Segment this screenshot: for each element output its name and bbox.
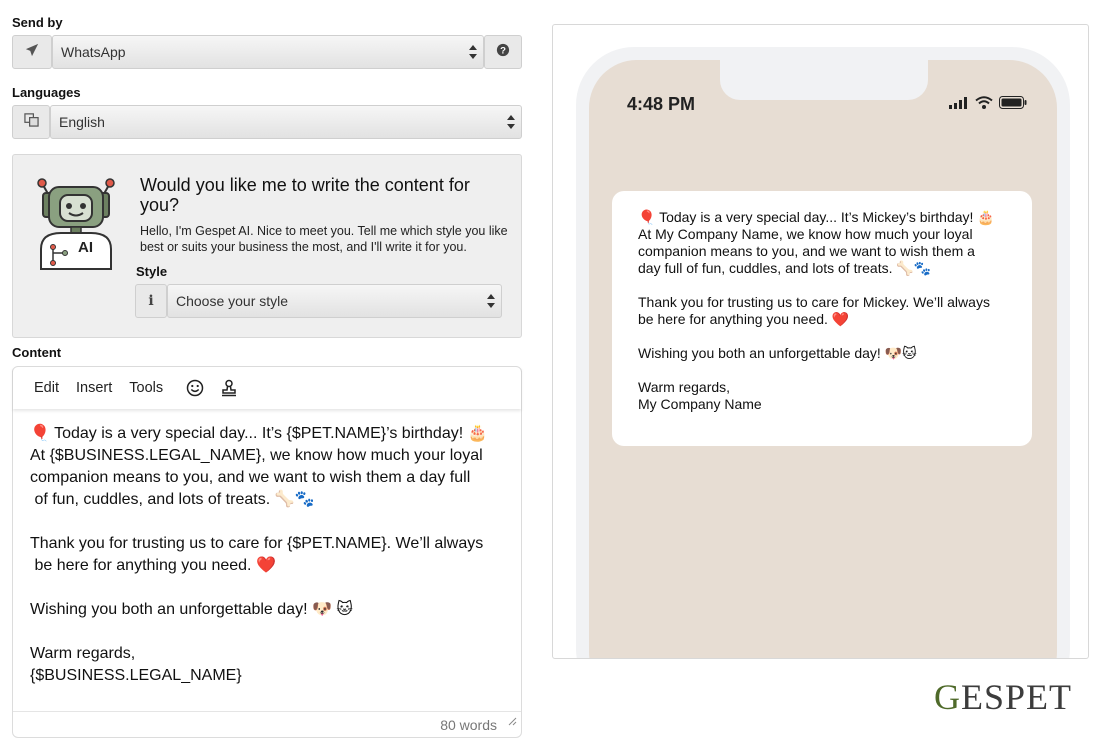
send-by-label: Send by	[12, 15, 63, 30]
language-value: English	[59, 114, 105, 130]
editor-line: Warm regards,	[30, 645, 136, 662]
preview-line: companion means to you, and we want to wish them a	[638, 243, 975, 259]
editor-statusbar	[13, 711, 521, 737]
whatsapp-preview	[552, 24, 1089, 659]
translate-icon	[24, 112, 39, 132]
content-editor	[12, 366, 522, 738]
preview-line: My Company Name	[638, 396, 762, 412]
editor-line: {$BUSINESS.LEGAL_NAME}	[30, 667, 242, 684]
select-arrows-icon	[469, 44, 477, 60]
ai-title: Would you like me to write the content for you?	[140, 175, 470, 215]
preview-line: Thank you for trusting us to care for Mickey. We’ll always	[638, 294, 990, 310]
ai-assistant-panel	[12, 154, 522, 338]
language-addon	[12, 105, 50, 139]
signal-icon	[949, 96, 969, 114]
menu-edit[interactable]: Edit	[34, 380, 59, 396]
preview-line: Warm regards,	[638, 379, 731, 395]
style-select[interactable]	[167, 284, 502, 318]
menu-tools[interactable]: Tools	[129, 380, 164, 396]
editor-toolbar	[13, 367, 521, 409]
word-count: 80 words	[440, 717, 497, 733]
preview-line: At My Company Name, we know how much your loyal	[638, 226, 973, 242]
select-arrows-icon	[487, 293, 495, 309]
editor-line: Wishing you both an unforgettable day! 🐶 🐱	[30, 601, 354, 618]
languages-label: Languages	[12, 85, 81, 100]
phone-clock: 4:48 PM	[627, 94, 696, 114]
style-placeholder: Choose your style	[176, 293, 289, 309]
phone-screen	[589, 60, 1057, 659]
ai-description: Hello, I'm Gespet AI. Nice to meet you. Tell me which style you like best or suits your business the most, and I'll write it for you.	[140, 224, 508, 254]
preview-line: be here for anything you need. ❤️	[638, 311, 850, 327]
battery-icon	[999, 96, 1027, 114]
content-label: Content	[12, 345, 62, 360]
preview-line: 🎈 Today is a very special day... It’s Mickey’s birthday! 🎂	[638, 209, 995, 225]
editor-line: be here for anything you need. ❤️	[30, 557, 276, 574]
paper-plane-icon	[25, 43, 39, 62]
info-icon: i	[148, 293, 154, 309]
gespet-logo	[934, 676, 1072, 718]
editor-line: 🎈 Today is a very special day... It’s {$PET.NAME}’s birthday! 🎂	[30, 425, 488, 442]
ai-avatar-text: AI	[78, 239, 93, 256]
style-info-addon	[135, 284, 167, 318]
wifi-icon	[975, 96, 993, 114]
editor-line: companion means to you, and we want to wish them a day full	[30, 469, 471, 486]
svg-text:?: ?	[500, 45, 506, 56]
logo-initial: G	[934, 677, 961, 717]
editor-line: Thank you for trusting us to care for {$PET.NAME}. We’ll always	[30, 535, 484, 552]
preview-line: day full of fun, cuddles, and lots of treats. 🦴🐾	[638, 260, 932, 276]
robot-avatar-icon	[31, 173, 121, 278]
phone-notch	[720, 60, 928, 100]
phone-status-icons	[949, 96, 1027, 114]
editor-body[interactable]	[30, 423, 500, 687]
resize-handle-icon[interactable]	[507, 708, 517, 734]
send-by-addon	[12, 35, 52, 69]
menu-insert[interactable]: Insert	[76, 380, 113, 396]
language-select[interactable]	[50, 105, 522, 139]
phone-frame	[576, 47, 1070, 659]
editor-line: of fun, cuddles, and lots of treats. 🦴🐾	[30, 491, 315, 508]
emoji-icon[interactable]	[186, 379, 204, 397]
send-by-select[interactable]	[52, 35, 484, 69]
send-by-value: WhatsApp	[61, 44, 126, 60]
preview-line: Wishing you both an unforgettable day! 🐶🐱	[638, 345, 917, 361]
logo-rest: ESPET	[961, 677, 1073, 717]
editor-line: At {$BUSINESS.LEGAL_NAME}, we know how much your loyal	[30, 447, 483, 464]
question-circle-icon	[496, 43, 510, 62]
select-arrows-icon	[507, 114, 515, 130]
stamp-icon[interactable]	[220, 379, 238, 397]
message-bubble	[612, 191, 1032, 446]
help-button[interactable]	[484, 35, 522, 69]
style-label: Style	[136, 264, 168, 279]
